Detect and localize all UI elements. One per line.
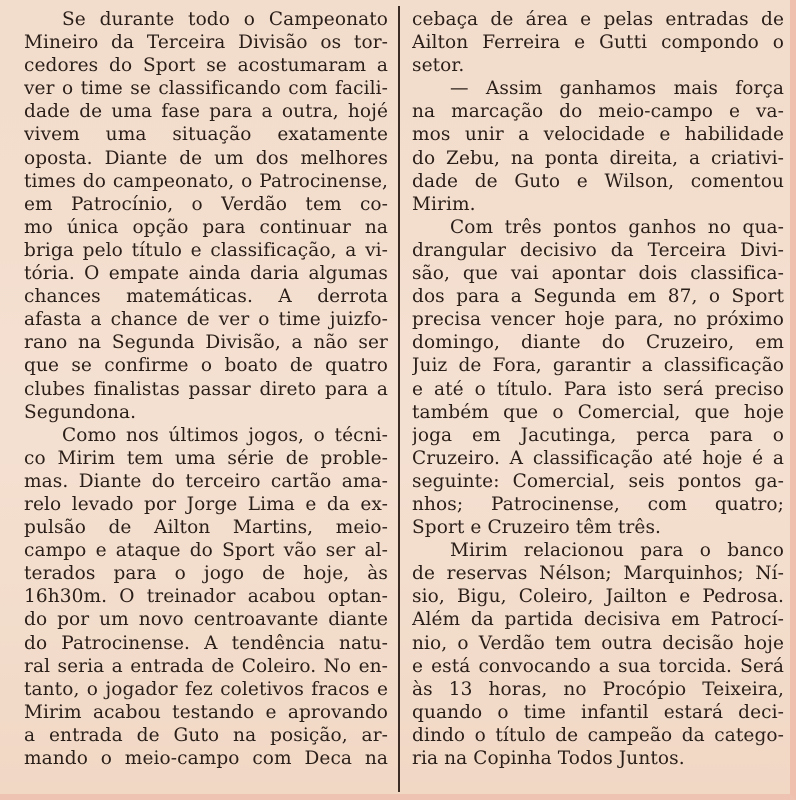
text-line: e está convocando a sua torcida. Será (412, 655, 784, 677)
text-line: Se durante todo o Campeonato (62, 9, 388, 30)
text-line: nhos; Patrocinense, com quatro; (412, 493, 784, 515)
text-line: mo única opção para continuar na (24, 216, 388, 238)
text-line: oposta. Diante de um dos melhores (24, 147, 388, 169)
text-line: tanto, o jogador fez coletivos fracos e (24, 678, 388, 700)
text-line: — Assim ganhamos mais força (450, 78, 784, 100)
text-line: Mirim relacionou para o banco (450, 540, 784, 562)
text-line: nio, o Verdão tem outra decisão hoje (412, 632, 784, 654)
text-line: do por um novo centroavante diante (24, 609, 388, 631)
text-line: domingo, diante do Cruzeiro, em (412, 332, 784, 354)
text-line: Mineiro da Terceira Divisão os tor- (24, 32, 388, 54)
text-line: joga em Jacutinga, perca para o (412, 424, 784, 446)
text-line: Ailton Ferreira e Gutti compondo o (412, 32, 784, 54)
text-line: dos para a Segunda em 87, o Sport (412, 286, 784, 308)
text-line: Sport e Cruzeiro têm três. (412, 517, 662, 539)
text-line: quando o time infantil estará deci- (412, 701, 784, 723)
text-line: briga pelo título e classificação, a vi- (24, 239, 388, 261)
text-line: Mirim acabou testando e aprovando (24, 701, 388, 723)
text-line: cedores do Sport se acostumaram a (24, 55, 388, 77)
text-line: Além da partida decisiva em Patrocí- (412, 609, 784, 631)
text-line: terados para o jogo de hoje, às (24, 563, 388, 585)
text-line: sio, Bigu, Coleiro, Jailton e Pedrosa. (412, 586, 784, 608)
text-line: também que o Comercial, que hoje (412, 401, 784, 423)
text-line: vivem uma situação exatamente (24, 124, 388, 146)
text-line: rano na Segunda Divisão, a não ser (24, 332, 388, 354)
text-line: na marcação do meio-campo e va- (412, 101, 784, 123)
text-line: dade de uma fase para a outra, hojé (24, 101, 388, 123)
text-line: às 13 horas, no Procópio Teixeira, (412, 678, 784, 700)
text-line: e até o título. Para isto será preciso (412, 378, 784, 400)
text-line: seguinte: Comercial, seis pontos ga- (412, 470, 784, 492)
text-line: setor. (412, 55, 465, 77)
article-column-right (412, 8, 784, 788)
article-column-left (24, 8, 388, 788)
text-line: são, que vai apontar dois classifica- (412, 263, 784, 285)
text-line: ria na Copinha Todos Juntos. (412, 748, 685, 769)
text-line: ver o time se classificando com facili- (24, 78, 388, 100)
text-line: Com três pontos ganhos no qua- (450, 216, 784, 238)
text-line: do Zebu, na ponta direita, a criativi- (412, 147, 784, 169)
text-line: Juiz de Fora, garantir a classificação (412, 355, 784, 377)
text-line: mando o meio-campo com Deca na (24, 748, 388, 769)
text-line: afasta a chance de ver o time juizfo- (24, 309, 388, 331)
text-line: Segundona. (24, 401, 137, 423)
text-line: em Patrocínio, o Verdão tem co- (24, 193, 388, 215)
text-line: mas. Diante do terceiro cartão ama- (24, 470, 388, 492)
text-line: drangular decisivo da Terceira Divi- (412, 239, 784, 261)
text-line: a entrada de Guto na posição, ar- (24, 724, 388, 746)
text-line: mos unir a velocidade e habilidade (412, 124, 784, 146)
text-line: times do campeonato, o Patrocinense, (24, 170, 388, 192)
column-divider (398, 6, 400, 792)
text-line: precisa vencer hoje para, no próximo (412, 309, 784, 331)
text-line: Como nos últimos jogos, o técni- (62, 424, 388, 446)
text-line: do Patrocinense. A tendência natu- (24, 632, 388, 654)
text-line: de reservas Nélson; Marquinhos; Ní- (412, 563, 784, 585)
text-line: dade de Guto e Wilson, comentou (412, 170, 784, 192)
text-line: tória. O empate ainda daria algumas (24, 263, 388, 285)
text-line: Mirim. (412, 193, 476, 215)
text-line: clubes finalistas passar direto para a (24, 378, 388, 400)
text-line: pulsão de Ailton Martins, meio- (24, 517, 388, 539)
text-line: ral seria a entrada de Coleiro. No en- (24, 655, 388, 677)
text-line: Cruzeiro. A classificação até hoje é a (412, 447, 784, 469)
text-line: cebaça de área e pelas entradas de (412, 9, 784, 30)
text-line: co Mirim tem uma série de proble- (24, 447, 388, 469)
text-line: que se confirme o boato de quatro (24, 355, 388, 377)
text-line: campo e ataque do Sport vão ser al- (24, 540, 388, 562)
text-line: 16h30m. O treinador acabou optan- (24, 586, 388, 608)
text-line: dindo o título de campeão da catego- (412, 724, 784, 746)
text-line: relo levado por Jorge Lima e da ex- (24, 493, 388, 515)
text-line: chances matemáticas. A derrota (24, 286, 388, 308)
